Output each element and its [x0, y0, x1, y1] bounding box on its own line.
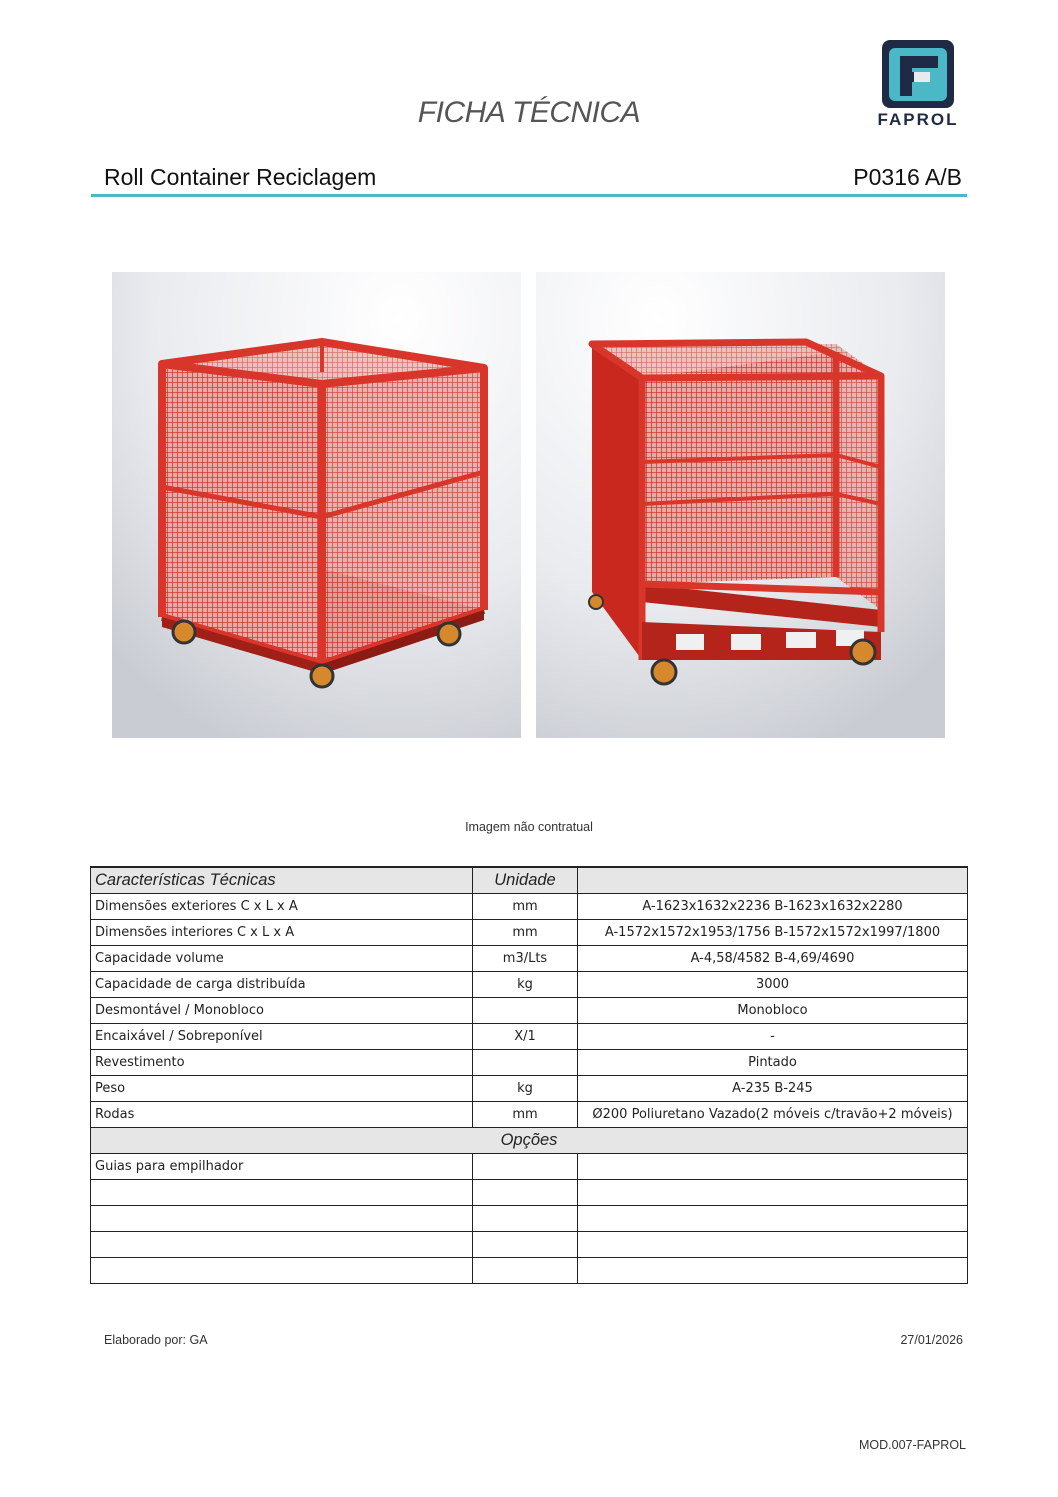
table-row	[91, 894, 968, 920]
option-value	[578, 1232, 968, 1258]
table-header-row	[91, 867, 968, 894]
technical-spec-table	[90, 866, 968, 1284]
row-unit: kg	[473, 972, 578, 998]
option-unit	[473, 1258, 578, 1284]
option-label: Guias para empilhador	[91, 1154, 473, 1180]
option-label	[91, 1206, 473, 1232]
row-value: Monobloco	[578, 998, 968, 1024]
row-label: Rodas	[91, 1102, 473, 1128]
header-characteristics: Características Técnicas	[91, 867, 473, 894]
row-label: Desmontável / Monobloco	[91, 998, 473, 1024]
row-label: Dimensões interiores C x L x A	[91, 920, 473, 946]
row-value: -	[578, 1024, 968, 1050]
row-unit: kg	[473, 1076, 578, 1102]
options-title: Opções	[91, 1128, 968, 1154]
option-value	[578, 1154, 968, 1180]
title-divider	[91, 194, 967, 197]
option-unit	[473, 1180, 578, 1206]
row-value: A-1572x1572x1953/1756 B-1572x1572x1997/1800	[578, 920, 968, 946]
document-date: 27/01/2026	[900, 1333, 963, 1347]
table-row	[91, 998, 968, 1024]
option-unit	[473, 1154, 578, 1180]
option-unit	[473, 1232, 578, 1258]
table-row	[91, 1050, 968, 1076]
options-header-row	[91, 1128, 968, 1154]
roll-container-front-photo-icon	[112, 272, 521, 738]
table-row	[91, 1024, 968, 1050]
row-unit	[473, 998, 578, 1024]
row-value: Ø200 Poliuretano Vazado(2 móveis c/travão+2 móveis)	[578, 1102, 968, 1128]
option-value	[578, 1258, 968, 1284]
table-row	[91, 920, 968, 946]
option-label	[91, 1258, 473, 1284]
row-label: Peso	[91, 1076, 473, 1102]
row-unit: mm	[473, 894, 578, 920]
option-row	[91, 1258, 968, 1284]
row-value: 3000	[578, 972, 968, 998]
row-unit: mm	[473, 1102, 578, 1128]
row-unit: X/1	[473, 1024, 578, 1050]
row-unit	[473, 1050, 578, 1076]
row-value: A-235 B-245	[578, 1076, 968, 1102]
product-code: P0316 A/B	[853, 164, 962, 190]
image-disclaimer: Imagem não contratual	[465, 820, 593, 834]
row-value: A-1623x1632x2236 B-1623x1632x2280	[578, 894, 968, 920]
option-row	[91, 1232, 968, 1258]
option-label	[91, 1180, 473, 1206]
form-code: MOD.007-FAPROL	[859, 1438, 966, 1452]
row-label: Dimensões exteriores C x L x A	[91, 894, 473, 920]
product-photo-rear	[536, 272, 945, 738]
row-label: Revestimento	[91, 1050, 473, 1076]
faprol-logo-icon	[868, 38, 968, 110]
table-row	[91, 972, 968, 998]
row-label: Capacidade de carga distribuída	[91, 972, 473, 998]
option-value	[578, 1206, 968, 1232]
table-row	[91, 1102, 968, 1128]
header-value	[578, 867, 968, 894]
option-row	[91, 1154, 968, 1180]
roll-container-rear-photo-icon	[536, 272, 945, 738]
product-photo-front	[112, 272, 521, 738]
row-label: Encaixável / Sobreponível	[91, 1024, 473, 1050]
option-unit	[473, 1206, 578, 1232]
table-row	[91, 1076, 968, 1102]
row-unit: m3/Lts	[473, 946, 578, 972]
product-name: Roll Container Reciclagem	[104, 164, 377, 190]
row-value: Pintado	[578, 1050, 968, 1076]
document-title: FICHA TÉCNICA	[417, 96, 641, 129]
row-label: Capacidade volume	[91, 946, 473, 972]
option-label	[91, 1232, 473, 1258]
row-unit: mm	[473, 920, 578, 946]
logo-wordmark: FAPROL	[877, 110, 959, 129]
option-row	[91, 1180, 968, 1206]
faprol-logo	[868, 38, 968, 130]
prepared-by: Elaborado por: GA	[104, 1333, 208, 1347]
option-value	[578, 1180, 968, 1206]
header-unit: Unidade	[473, 867, 578, 894]
table-row	[91, 946, 968, 972]
option-row	[91, 1206, 968, 1232]
row-value: A-4,58/4582 B-4,69/4690	[578, 946, 968, 972]
